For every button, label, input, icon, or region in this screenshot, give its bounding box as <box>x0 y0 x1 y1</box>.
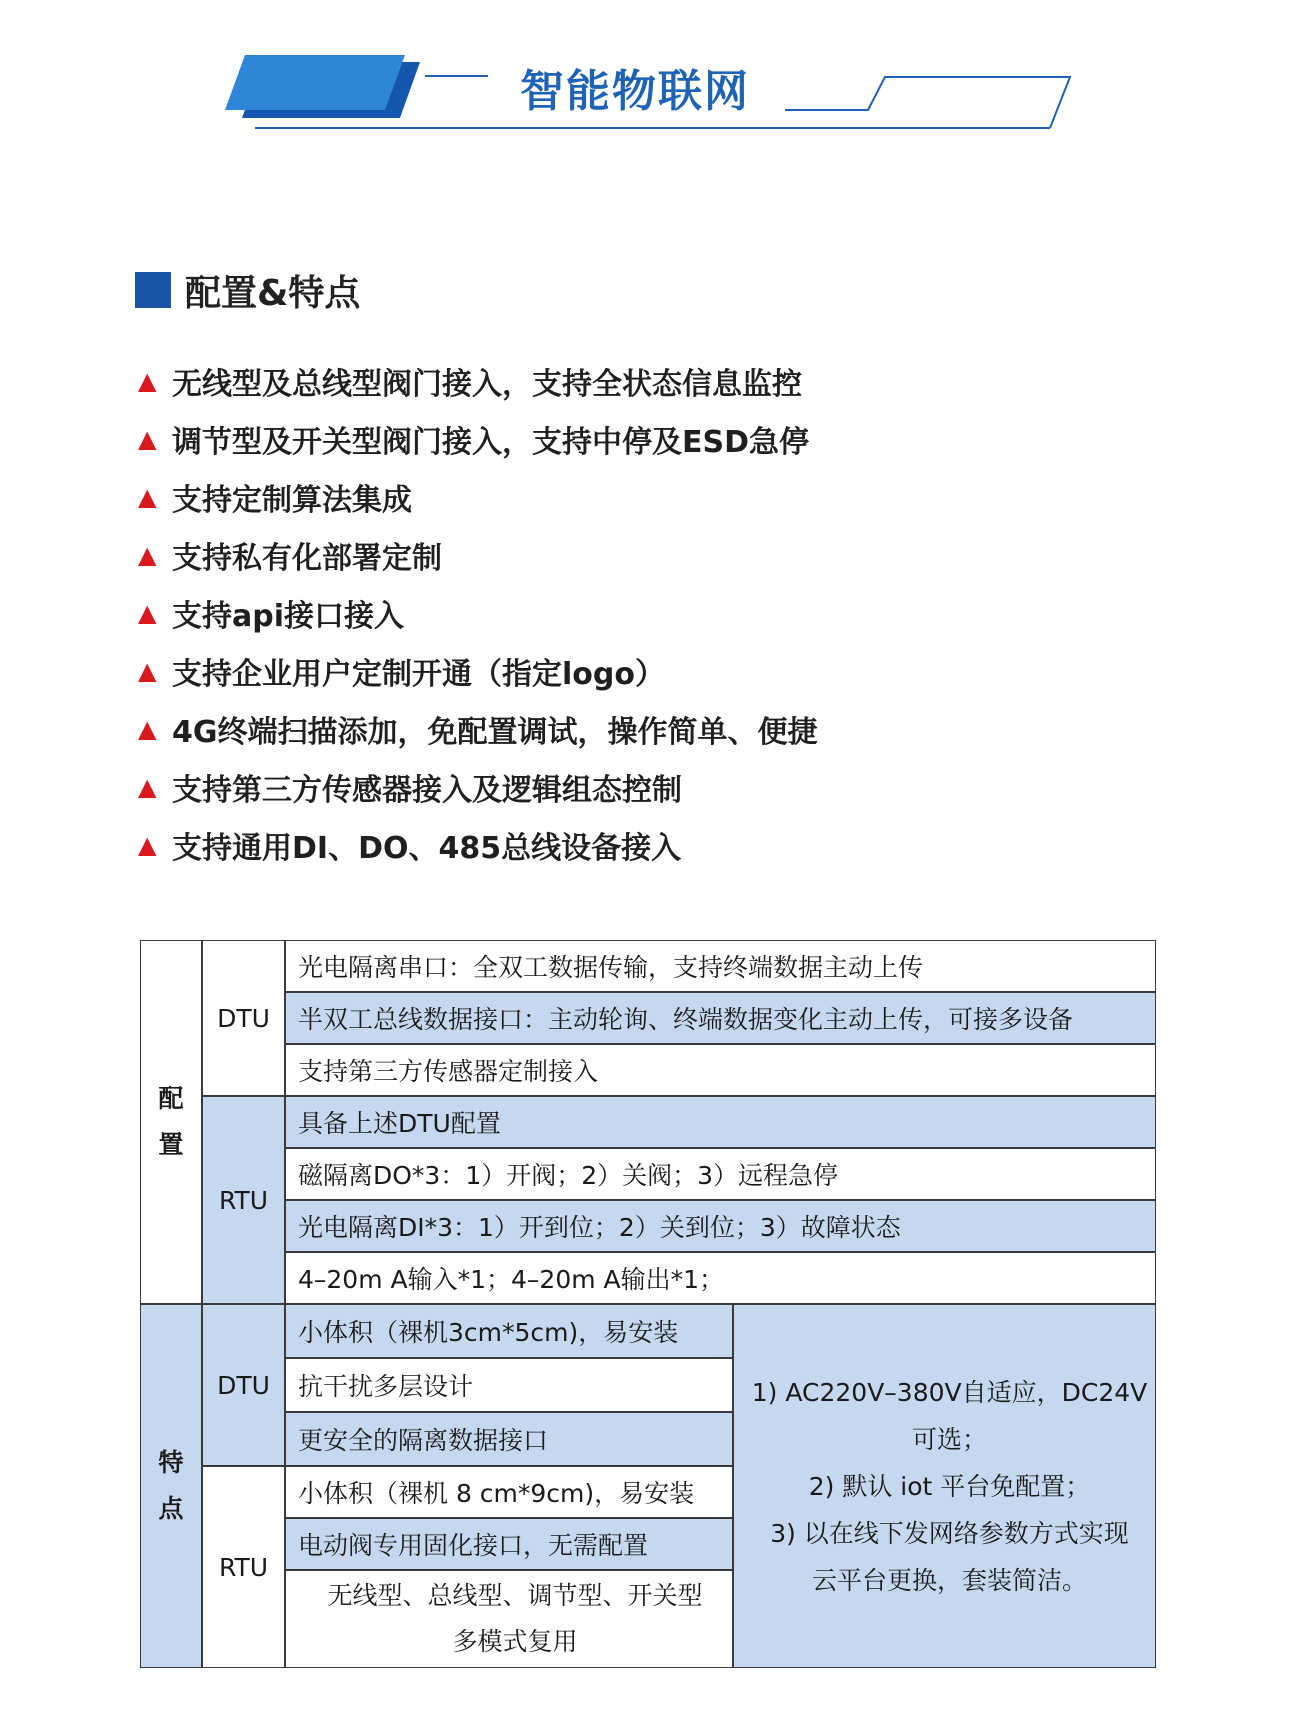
feature-item <box>138 700 818 758</box>
triangle-bullet-icon: ▲ <box>138 483 157 511</box>
features-label-char: 特 <box>158 1448 184 1477</box>
feature-item <box>138 526 818 584</box>
header-banner <box>0 0 1298 150</box>
feature-item <box>138 584 818 642</box>
note-line: 可选； <box>911 1424 987 1454</box>
config-label-char: 置 <box>158 1130 184 1159</box>
features-rtu-row: 电动阀专用固化接口，无需配置 <box>285 1518 733 1570</box>
note-line: 1) AC220V–380V自适应，DC24V <box>751 1377 1148 1407</box>
triangle-bullet-icon: ▲ <box>138 541 157 569</box>
features-dtu-row: 小体积（裸机3cm*5cm)，易安装 <box>285 1304 733 1358</box>
feature-item <box>138 468 818 526</box>
features-rtu-row-line: 多模式复用 <box>452 1627 578 1656</box>
config-rtu-row: 具备上述DTU配置 <box>285 1096 1156 1148</box>
feature-text: 支持企业用户定制开通（指定logo） <box>172 657 665 692</box>
triangle-bullet-icon: ▲ <box>138 831 157 859</box>
triangle-bullet-icon: ▲ <box>138 367 157 395</box>
feature-item <box>138 352 818 410</box>
banner-line-right <box>785 77 1070 128</box>
features-dtu-row: 抗干扰多层设计 <box>285 1358 733 1412</box>
feature-list <box>138 352 818 874</box>
section-heading <box>135 268 360 312</box>
note-line: 2) 默认 iot 平台免配置； <box>808 1471 1091 1501</box>
feature-text: 无线型及总线型阀门接入，支持全状态信息监控 <box>172 367 802 402</box>
banner-shape-front <box>225 55 405 110</box>
config-label-char: 配 <box>158 1084 184 1113</box>
features-rtu-row: 小体积（裸机 8 cm*9cm)，易安装 <box>285 1466 733 1518</box>
feature-item <box>138 816 818 874</box>
config-rtu-row: 磁隔离DO*3：1）开阀；2）关阀；3）远程急停 <box>285 1148 1156 1200</box>
config-group-label <box>140 940 202 1304</box>
triangle-bullet-icon: ▲ <box>138 425 157 453</box>
config-rtu-row: 光电隔离DI*3：1）开到位；2）关到位；3）故障状态 <box>285 1200 1156 1252</box>
features-rtu-label: RTU <box>202 1466 285 1668</box>
feature-text: 4G终端扫描添加，免配置调试，操作简单、便捷 <box>172 715 818 750</box>
triangle-bullet-icon: ▲ <box>138 599 157 627</box>
page-title: 智能物联网 <box>520 66 750 117</box>
feature-item <box>138 758 818 816</box>
triangle-bullet-icon: ▲ <box>138 715 157 743</box>
features-notes <box>733 1304 1156 1668</box>
section-title: 配置&特点 <box>185 272 361 314</box>
config-dtu-label: DTU <box>202 940 285 1096</box>
feature-text: 支持api接口接入 <box>172 599 405 634</box>
feature-item <box>138 642 818 700</box>
feature-text: 调节型及开关型阀门接入，支持中停及ESD急停 <box>172 425 810 460</box>
note-line: 3) 以在线下发网络参数方式实现 <box>770 1518 1129 1548</box>
feature-text: 支持第三方传感器接入及逻辑组态控制 <box>172 773 682 808</box>
feature-text: 支持定制算法集成 <box>172 483 412 518</box>
feature-item <box>138 410 818 468</box>
features-rtu-row-line: 无线型、总线型、调节型、开关型 <box>327 1581 703 1610</box>
triangle-bullet-icon: ▲ <box>138 773 157 801</box>
features-dtu-row: 更安全的隔离数据接口 <box>285 1412 733 1466</box>
config-rtu-row: 4–20m A输入*1；4–20m A输出*1； <box>285 1252 1156 1304</box>
features-label-char: 点 <box>158 1494 184 1523</box>
feature-text: 支持通用DI、DO、485总线设备接入 <box>172 831 682 866</box>
section-marker-icon <box>135 272 171 308</box>
config-dtu-row: 半双工总线数据接口：主动轮询、终端数据变化主动上传，可接多设备 <box>285 992 1156 1044</box>
spec-table <box>140 940 1156 1668</box>
features-rtu-row <box>285 1570 733 1668</box>
feature-text: 支持私有化部署定制 <box>172 541 442 576</box>
features-dtu-label: DTU <box>202 1304 285 1466</box>
features-group-label <box>140 1304 202 1668</box>
triangle-bullet-icon: ▲ <box>138 657 157 685</box>
note-line: 云平台更换，套装简洁。 <box>811 1565 1087 1595</box>
config-dtu-row: 光电隔离串口：全双工数据传输，支持终端数据主动上传 <box>285 940 1156 992</box>
config-dtu-row: 支持第三方传感器定制接入 <box>285 1044 1156 1096</box>
config-rtu-label: RTU <box>202 1096 285 1304</box>
